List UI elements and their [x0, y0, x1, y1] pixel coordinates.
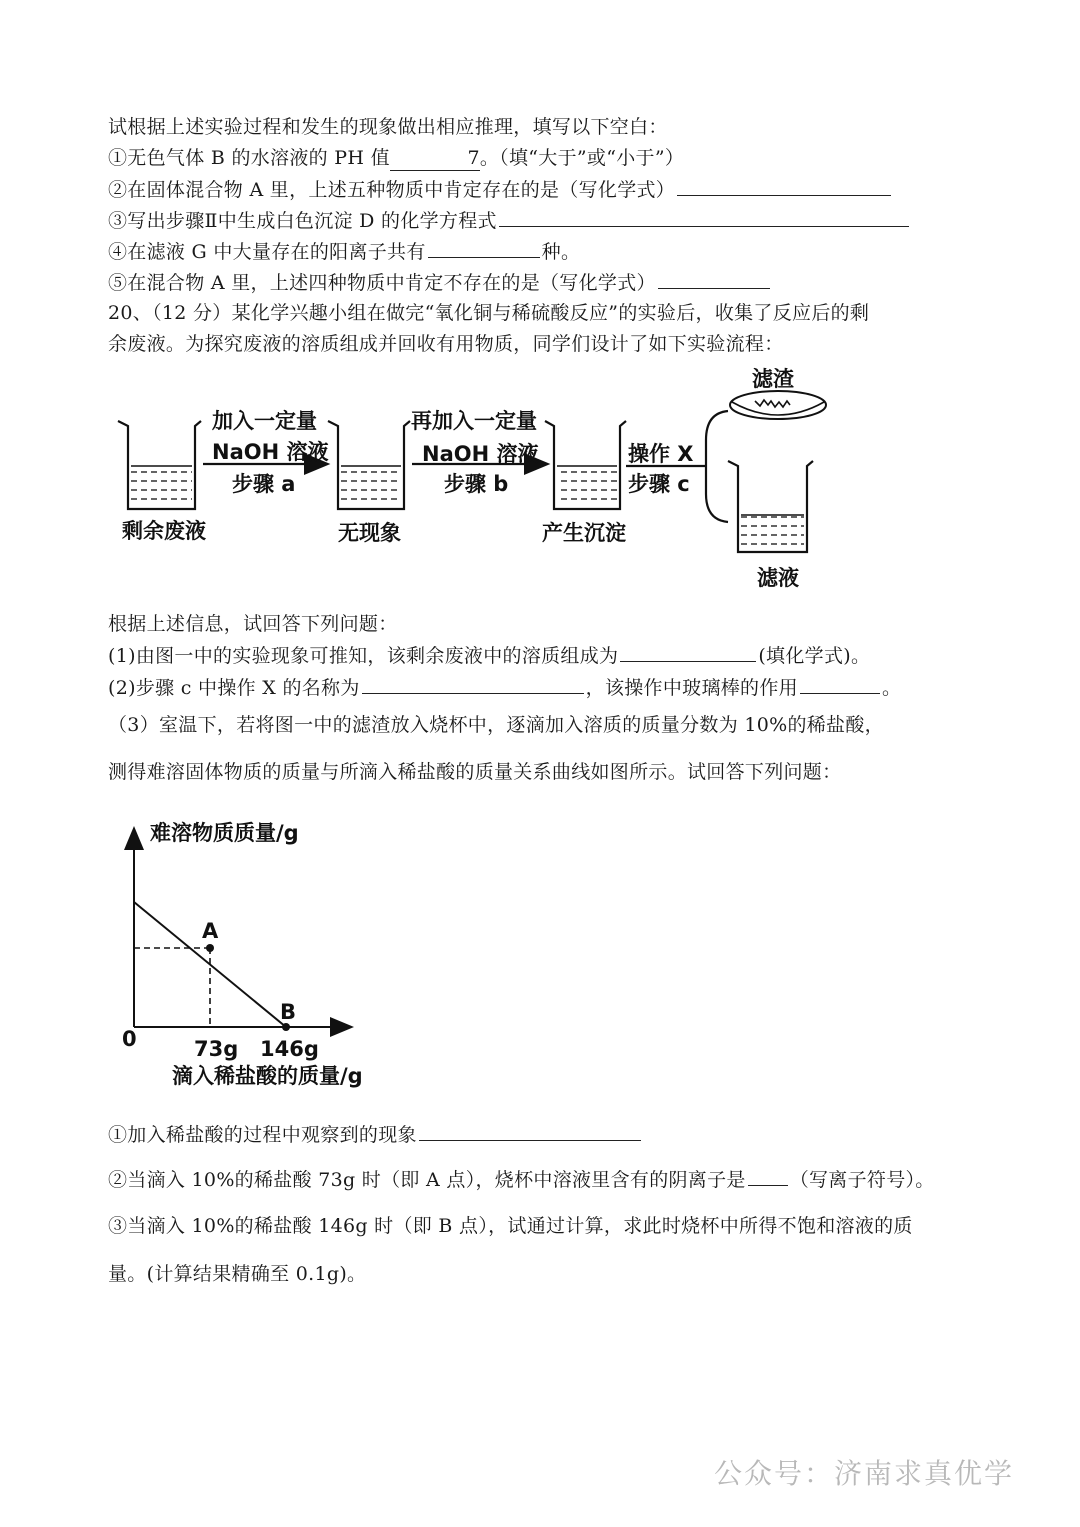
step-b-solution: NaOH 溶液: [422, 442, 539, 466]
q20-stem-line1: 20、（12 分）某化学兴趣小组在做完“氧化铜与稀硫酸反应”的实验后，收集了反应后的剩: [108, 302, 870, 324]
q20-3-item-2: ②当滴入 10%的稀盐酸 73g 时（即 A 点），烧杯中溶液里含有的阴离子是 （写离子符号）。: [108, 1169, 935, 1191]
beaker-3-label: 产生沉淀: [542, 521, 626, 545]
q19-intro: 试根据上述实验过程和发生的现象做出相应推理，填写以下空白：: [108, 116, 668, 138]
mass-curve-chart: [0, 800, 500, 1100]
watermark: 公众号：济南求真优学: [714, 1457, 1015, 1490]
origin-label: 0: [122, 1027, 137, 1051]
x-axis-label: 滴入稀盐酸的质量/g: [172, 1064, 363, 1088]
answer-blank[interactable]: [499, 208, 909, 227]
x-tick-146: 146g: [260, 1037, 319, 1061]
point-a: [206, 944, 214, 952]
step-c-operation: 操作 X: [628, 442, 694, 466]
point-a-label: A: [202, 919, 219, 943]
q20-sub2: (2)步骤 c 中操作 X 的名称为 ，该操作中玻璃棒的作用 。: [108, 677, 902, 699]
answer-blank[interactable]: 7: [390, 146, 480, 171]
q19-item-1: ①无色气体 B 的水溶液的 PH 值 7。（填“大于”或“小于”）: [108, 147, 685, 169]
q20-stem-line2: 余废液。为探究废液的溶质组成并回收有用物质，同学们设计了如下实验流程：: [108, 333, 784, 355]
answer-blank[interactable]: [677, 177, 891, 196]
q19-item-4: ④在滤液 G 中大量存在的阳离子共有 种。: [108, 241, 581, 263]
split-brace: [706, 411, 728, 522]
answer-blank[interactable]: [419, 1122, 641, 1141]
step-a-solution: NaOH 溶液: [212, 440, 329, 464]
answer-blank[interactable]: [362, 675, 584, 694]
x-tick-73: 73g: [194, 1037, 239, 1061]
beaker-1-label: 剩余废液: [122, 519, 206, 543]
y-axis-label: 难溶物质质量/g: [150, 821, 299, 845]
experiment-flow-diagram: [0, 360, 1080, 600]
residue-label: 滤渣: [752, 367, 794, 391]
q20-3-item-1: ①加入稀盐酸的过程中观察到的现象: [108, 1122, 643, 1147]
q20-3-item-3: ③当滴入 10%的稀盐酸 146g 时（即 B 点），试通过计算，求此时烧杯中所得不饱和溶液的质: [108, 1215, 913, 1237]
answer-blank[interactable]: [620, 643, 756, 662]
beaker-3: [545, 421, 626, 509]
answer-blank[interactable]: [428, 239, 540, 258]
q19-item-5: ⑤在混合物 A 里，上述四种物质中肯定不存在的是（写化学式）: [108, 270, 772, 295]
beaker-1: [118, 421, 201, 509]
residue-dish: [730, 391, 826, 419]
q19-item-3: ③写出步骤Ⅱ中生成白色沉淀 D 的化学方程式: [108, 208, 911, 233]
point-b-label: B: [280, 1000, 297, 1024]
step-a-reagent: 加入一定量: [212, 409, 317, 433]
point-b: [282, 1023, 290, 1031]
after-flow-text: 根据上述信息，试回答下列问题：: [108, 613, 398, 635]
step-b-label: 步骤 b: [444, 472, 509, 496]
filtrate-label: 滤液: [757, 566, 799, 590]
q20-sub1: (1)由图一中的实验现象可推知，该剩余废液中的溶质组成为 (填化学式)。: [108, 645, 871, 667]
beaker-2-label: 无现象: [338, 521, 401, 545]
step-b-reagent: 再加入一定量: [411, 409, 537, 433]
step-c-label: 步骤 c: [628, 472, 690, 496]
filtrate-beaker: [728, 461, 813, 552]
q20-sub3-line2: 测得难溶固体物质的质量与所滴入稀盐酸的质量关系曲线如图所示。试回答下列问题：: [108, 761, 842, 783]
q20-3-item-4: 量。(计算结果精确至 0.1g)。: [108, 1263, 367, 1285]
step-a-label: 步骤 a: [232, 472, 296, 496]
answer-blank[interactable]: [748, 1167, 788, 1186]
beaker-2: [328, 421, 410, 509]
q20-sub3-line1: （3）室温下，若将图一中的滤渣放入烧杯中，逐滴加入溶质的质量分数为 10%的稀盐酸，: [108, 714, 884, 736]
q19-item-2: ②在固体混合物 A 里，上述五种物质中肯定存在的是（写化学式）: [108, 177, 893, 202]
answer-blank[interactable]: [658, 270, 770, 289]
answer-blank[interactable]: [800, 675, 880, 694]
